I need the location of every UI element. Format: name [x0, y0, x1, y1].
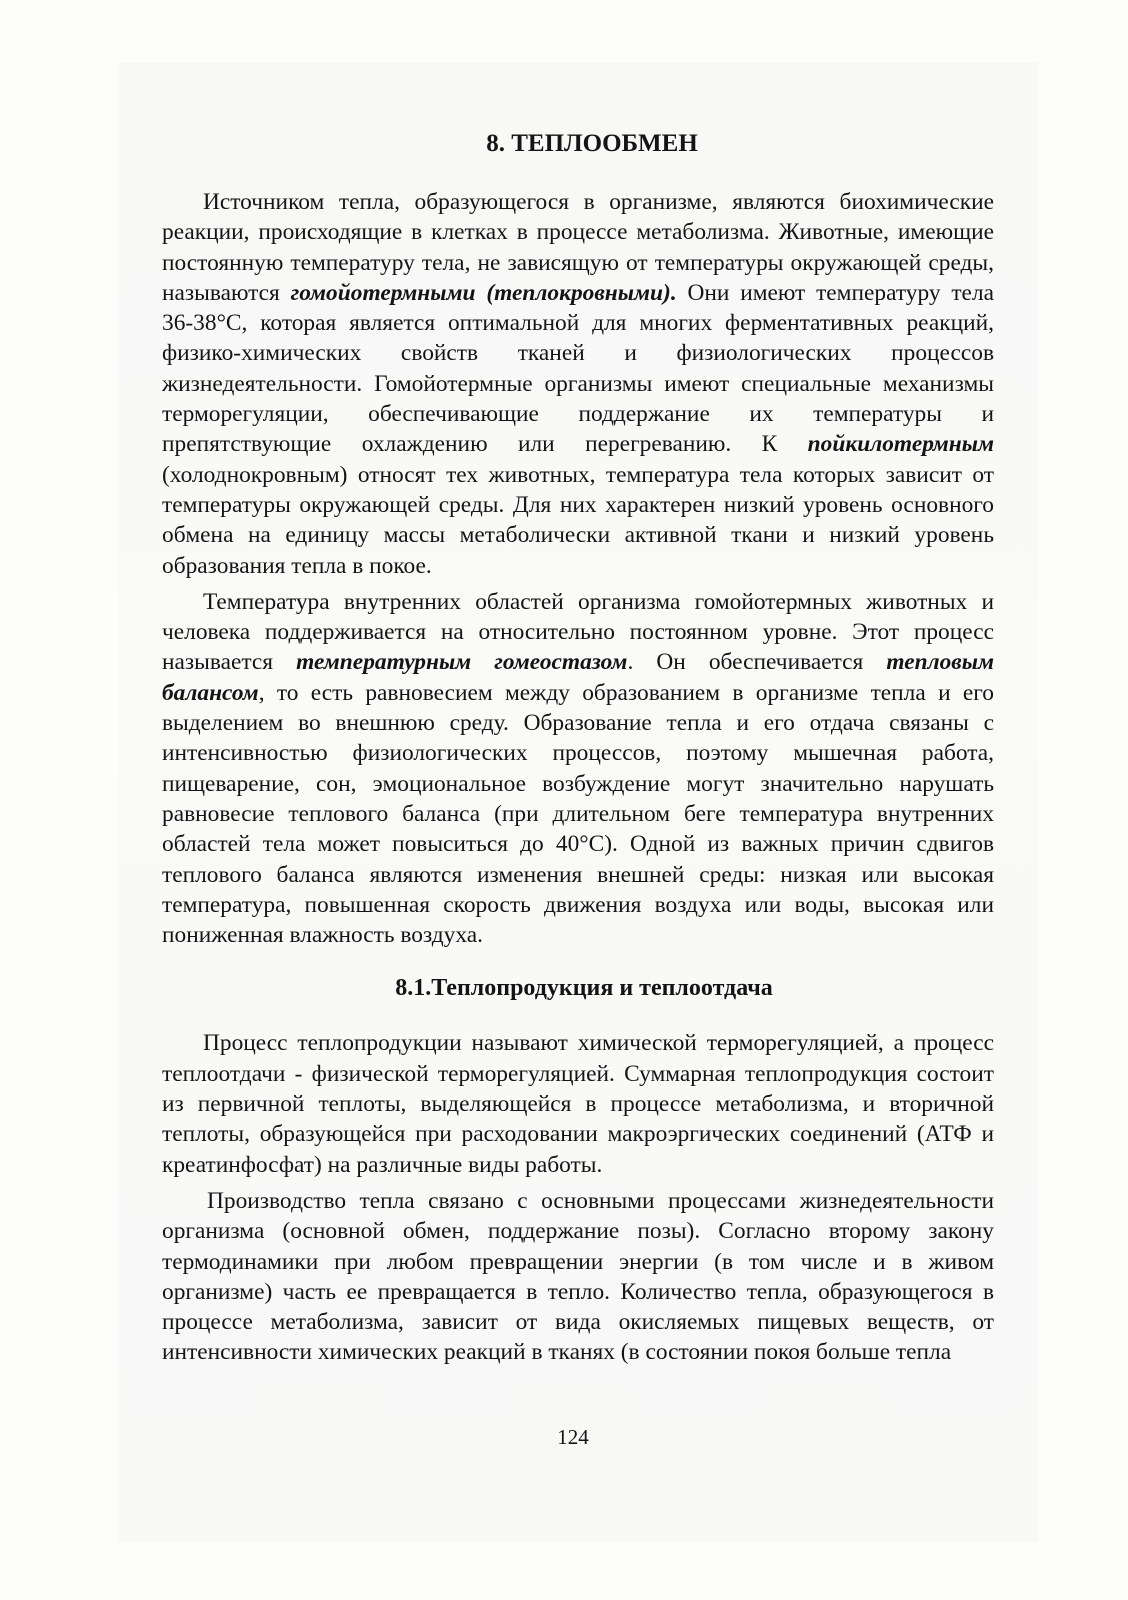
paragraph-2-text-a: Температура внутренних областей организма гомойотермных животных и человека поддерживается на относительно постоянном уровне. Этот процесс называется [162, 588, 994, 676]
paragraph-4: Производство тепла связано с основными процессами жизнедеятельности организма (основной обмен, поддержание позы). Согласно второму закону термодинамики при любом превращении энергии (в том числе и в живом организме) часть ее превращается в тепло. Количество тепла, образующегося в процессе метаболизма, зависит от вида окисляемых пищевых веществ, от интенсивности химических реакций в тканях (в состоянии покоя больше тепла [162, 1187, 994, 1366]
term-poikilothermic: пойкилотермным [807, 431, 994, 458]
section-title: 8.1.Теплопродукция и теплоотдача [395, 975, 773, 1002]
paragraph-1 [162, 187, 994, 581]
paragraph-1-text-a: Источником тепла, образующегося в организме, являются биохимические реакции, происходящие в клетках в процессе метаболизма. Животные, имеющие постоянную температуру тела, не зависящую от температуры окружающей среды, называются [162, 189, 994, 306]
paragraph-1-text-c: (холоднокровным) относят тех животных, температура тела которых зависит от температуры окружающей среды. Для них характерен низкий уровень основного обмена на единицу массы метаболически активной ткани и низкий уровень образования тепла в покое. [162, 461, 994, 579]
term-homeothermic: гомойотермными (теплокровными). [290, 279, 677, 306]
paragraph-2-text-b: . Он обеспечивается [627, 649, 887, 676]
paragraph-2 [162, 587, 994, 951]
paragraph-1-text-b: Они имеют температуру тела 36-38°С, которая является оптимальной для многих ферментативных реакций, физико-химических свойств тканей и физиологических процессов жизнедеятельности. Гомойотермные организмы имеют специальные механизмы терморегуляции, обеспечивающие поддержание их температуры и препятствующие охлаждению или перегреванию. К [162, 279, 994, 458]
term-heat-balance: тепловым балансом [162, 649, 994, 706]
page-body [162, 128, 994, 1374]
paragraph-3: Процесс теплопродукции называют химической терморегуляцией, а процесс теплоотдачи - физической терморегуляцией. Суммарная теплопродукция состоит из первичной теплоты, выделяющейся в процессе метаболизма, и вторичной теплоты, образующейся при расходовании макроэргических соединений (АТФ и креатинфосфат) на различные виды работы. [162, 1030, 994, 1178]
paragraph-2-text-c: , то есть равновесием между образованием в организме тепла и его выделением во внешнюю среду. Образование тепла и его отдача связаны с интенсивностью физиологических процессов, поэтому мышечная работа, пищеварение, сон, эмоциональное возбуждение могут значительно нарушать равновесие теплового баланса (при длительном беге температура внутренних областей тела может повыситься до 40°С). Одной из важных причин сдвигов теплового баланса являются изменения внешней среды: низкая или высокая температура, повышенная скорость движения воздуха или воды, высокая или пониженная влажность воздуха. [162, 679, 994, 949]
term-temperature-homeostasis: температурным гомеостазом [296, 649, 628, 676]
page-number: 124 [557, 1425, 589, 1449]
chapter-title: 8. ТЕПЛООБМЕН [486, 130, 698, 157]
